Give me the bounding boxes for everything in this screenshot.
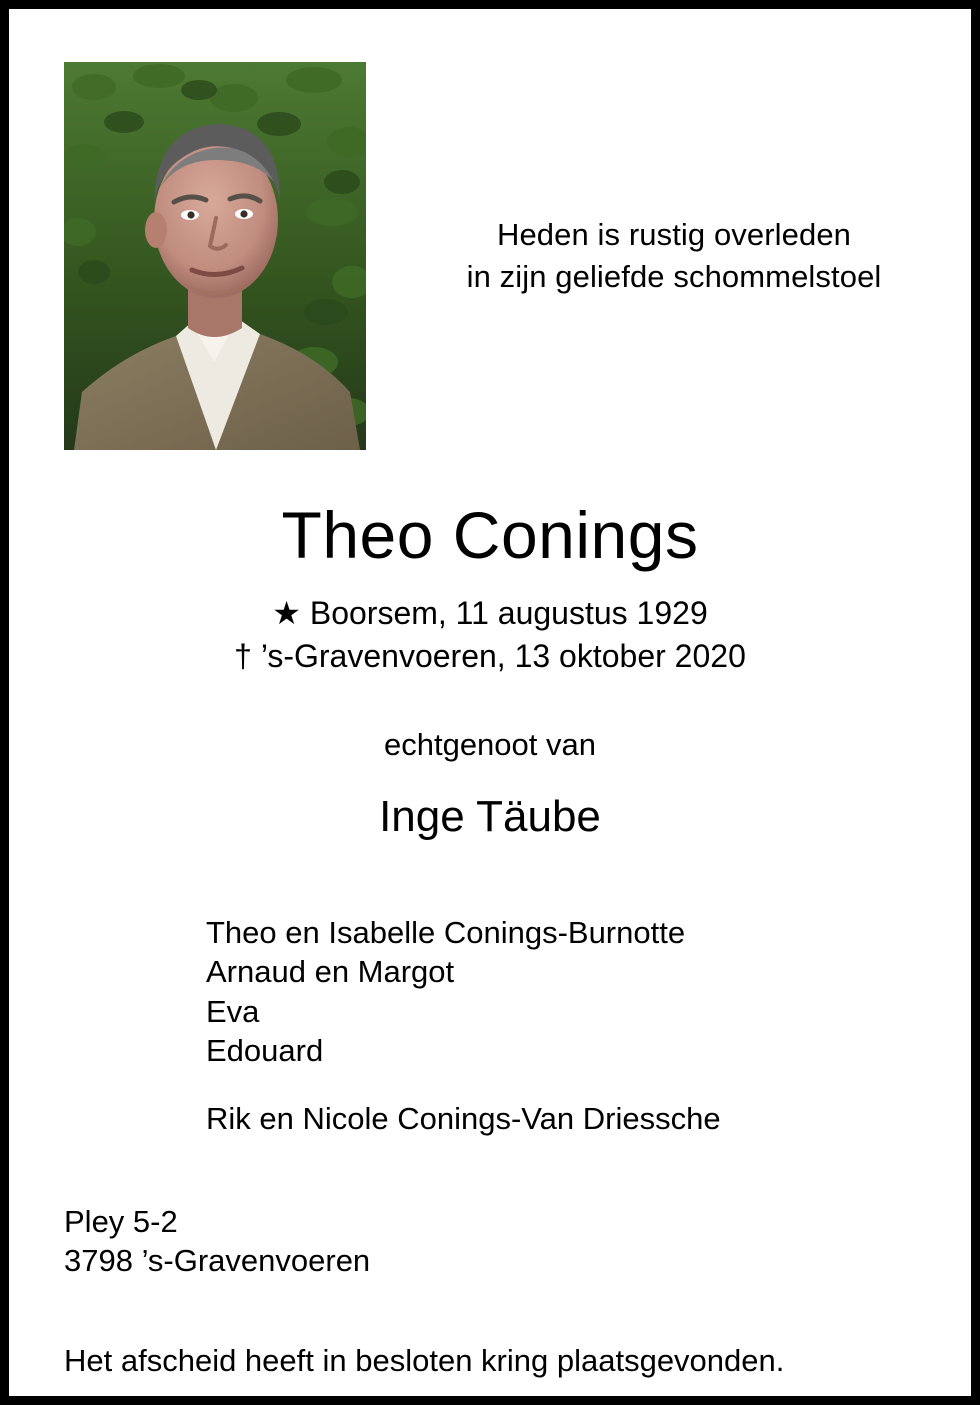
header-area xyxy=(64,49,916,449)
spouse-label: echtgenoot van xyxy=(383,726,596,762)
family-group xyxy=(206,913,916,1070)
family-line: Eva xyxy=(206,993,260,1029)
portrait-image xyxy=(64,62,366,450)
intro-line-1: Heden is rustig overleden xyxy=(496,217,852,252)
name-block xyxy=(64,498,916,841)
family-line: Rik en Nicole Conings-Van Driessche xyxy=(206,1100,721,1136)
family-list xyxy=(64,913,916,1138)
intro-text xyxy=(394,214,954,298)
family-line: Arnaud en Margot xyxy=(206,954,455,990)
family-line: Edouard xyxy=(206,1033,324,1069)
death-line: † ’s-Gravenvoeren, 13 oktober 2020 xyxy=(234,638,746,675)
closing-note: Het afscheid heeft in besloten kring plaatsgevonden. xyxy=(64,1342,785,1378)
portrait-photo xyxy=(64,62,366,450)
spouse-name: Inge Täube xyxy=(379,791,601,841)
address-block xyxy=(64,1202,916,1281)
intro-line-2: in zijn geliefde schommelstoel xyxy=(466,258,882,294)
family-line: Theo en Isabelle Conings-Burnotte xyxy=(206,915,686,951)
birth-line: ★ Boorsem, 11 augustus 1929 xyxy=(272,595,708,632)
life-dates xyxy=(64,592,916,678)
family-group xyxy=(206,1099,916,1138)
address-line: Pley 5-2 xyxy=(64,1203,178,1239)
deceased-name: Theo Conings xyxy=(281,498,699,572)
card-content xyxy=(9,9,971,1396)
address-line: 3798 ’s-Gravenvoeren xyxy=(64,1243,371,1279)
